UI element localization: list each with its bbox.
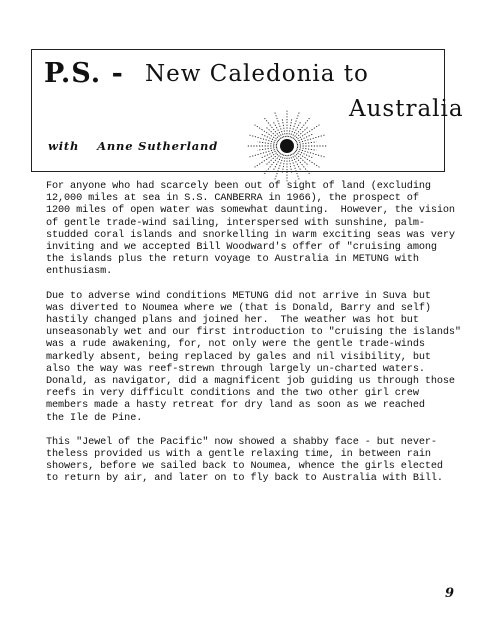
sun-ray — [273, 154, 282, 170]
sun-ray — [295, 151, 319, 167]
sun-ray — [297, 149, 326, 157]
paragraph-1: For anyone who had scarcely been out of sight of land (excluding 12,000 miles at sea in S.S. CANBERRA in 1966), the prospect of 1200 miles of open water was somewhat daunting. However, the vision of gentle trade-wind sailing, interspersed with sunshine, palm- studded coral islands and snorkelling in warm exciting seas was very inviting and we accepted Bill Woodward's offer of "cruising among the islands plus the return voyage to Australia in METUNG with enthusiasm. — [46, 181, 455, 278]
sun-ray — [266, 152, 280, 165]
article-body — [46, 181, 466, 498]
sun-ray — [292, 122, 301, 138]
sun-ray — [290, 155, 299, 181]
sun-ray — [297, 135, 326, 143]
sun-ray — [295, 125, 319, 141]
sun-ray — [255, 125, 279, 141]
sun-ray — [249, 149, 278, 157]
page-number: 9 — [445, 586, 455, 601]
title-prefix: P.S. - — [44, 58, 124, 89]
sun-ray — [255, 151, 279, 167]
paragraph-3: This "Jewel of the Pacific" now showed a shabby face - but never- theless provided us with a gentle relaxing time, in between rain showers, before we sailed back to Noumea, whence the girls elected to return by air, and later on to fly back to Australia with Bill. — [46, 436, 443, 485]
sun-ray — [293, 153, 311, 175]
sun-ray — [264, 153, 282, 175]
sun-ray — [290, 112, 299, 138]
byline-author: Anne Sutherland — [97, 139, 219, 153]
sun-ray — [293, 117, 311, 139]
sun-ray — [292, 154, 301, 170]
sun-ray — [275, 112, 284, 138]
byline — [48, 139, 218, 153]
paragraph-2: Due to adverse wind conditions METUNG did not arrive in Suva but was diverted to Noumea where we (that is Donald, Barry and self) hastily changed plans and joined her. The weather was hot but unseasonably wet and our first introduction to "cruising the islands" was a rude awakening, for, not only were the gentle trade-winds markedly absent, being replaced by gales and nil visibility, but also the way was reef-strewn through largely un-charted waters. Donald, as navigator, did a magnificent job guiding us through those reefs in very difficult conditions and the two other girl crew members made a hasty retreat for dry land as soon as we reached the Ile de Pine. — [46, 290, 461, 424]
sun-ray — [294, 152, 308, 165]
sun-ray — [275, 155, 284, 181]
sun-ray — [273, 122, 282, 138]
sun-icon — [232, 100, 342, 188]
title-line-1: New Caledonia to — [145, 61, 369, 87]
sun-ray — [294, 127, 308, 140]
byline-with: with — [48, 139, 80, 153]
sun-ray — [266, 127, 280, 140]
title-line-2: Australia — [349, 96, 464, 122]
sun-ray — [264, 117, 282, 139]
sun-ray — [249, 135, 278, 143]
